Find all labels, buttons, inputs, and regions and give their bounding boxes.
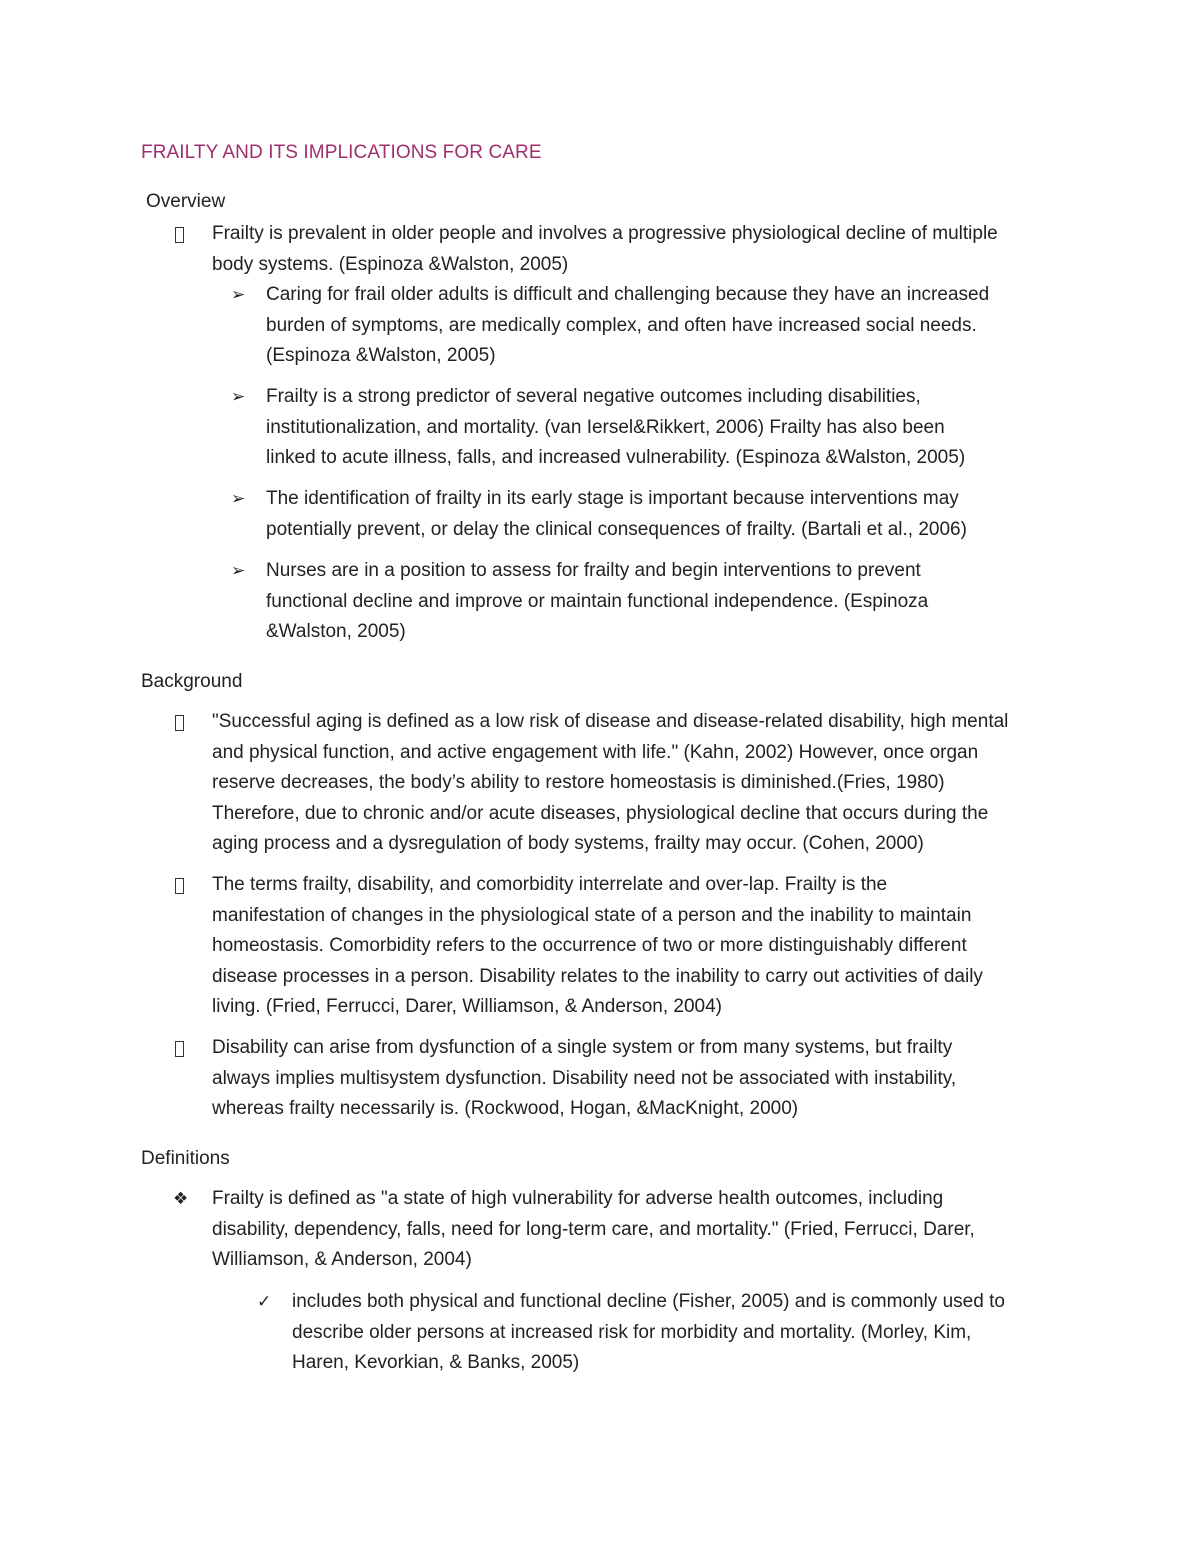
arrowhead-bullet-icon: ➢ <box>231 387 246 406</box>
text-line: Caring for frail older adults is difficult and challenging because they have an increased <box>266 284 990 305</box>
overview-subitem <box>266 556 928 648</box>
definitions-subitem <box>292 1287 1005 1379</box>
text-line: body systems. (Espinoza &Walston, 2005) <box>212 253 569 275</box>
text-line: burden of symptoms, are medically complex, and often have increased social needs. <box>266 314 977 336</box>
background-item <box>212 1033 956 1125</box>
missing-glyph-bullet-icon <box>175 870 184 905</box>
text-line: homeostasis. Comorbidity refers to the occurrence of two or more distinguishably different <box>212 935 967 956</box>
document-title: FRAILTY AND ITS IMPLICATIONS FOR CARE <box>141 142 542 163</box>
text-line: Disability can arise from dysfunction of a single system or from many systems, but frailty <box>212 1037 953 1058</box>
text-line: Frailty is a strong predictor of several negative outcomes including disabilities, <box>266 386 921 407</box>
overview-heading: Overview <box>146 191 226 212</box>
text-line: institutionalization, and mortality. (van Iersel&Rikkert, 2006) Frailty has also been <box>266 416 945 438</box>
text-line: disease processes in a person. Disability relates to the inability to carry out activities of daily <box>212 965 983 987</box>
missing-glyph-bullet-icon <box>175 219 184 254</box>
definitions-item <box>212 1184 975 1276</box>
text-line: reserve decreases, the body’s ability to restore homeostasis is diminished.(Fries, 1980) <box>212 772 945 793</box>
background-heading: Background <box>141 671 243 692</box>
text-line: Frailty is defined as "a state of high vulnerability for adverse health outcomes, including <box>212 1188 944 1209</box>
definitions-heading: Definitions <box>141 1148 230 1169</box>
overview-subitem <box>266 484 967 545</box>
text-line: disability, dependency, falls, need for long-term care, and mortality." (Fried, Ferrucci, Darer, <box>212 1218 975 1240</box>
text-line: The identification of frailty in its early stage is important because interventions may <box>266 488 959 509</box>
arrowhead-bullet-icon: ➢ <box>231 285 246 304</box>
arrowhead-bullet-icon: ➢ <box>231 561 246 580</box>
text-line: The terms frailty, disability, and comorbidity interrelate and over-lap. Frailty is the <box>212 874 888 895</box>
overview-item <box>212 219 998 280</box>
text-line: potentially prevent, or delay the clinical consequences of frailty. (Bartali et al., 2006) <box>266 518 967 540</box>
text-line: whereas frailty necessarily is. (Rockwood, Hogan, &MacKnight, 2000) <box>212 1098 799 1119</box>
text-line: linked to acute illness, falls, and increased vulnerability. (Espinoza &Walston, 2005) <box>266 447 966 468</box>
text-line: living. (Fried, Ferrucci, Darer, Williamson, & Anderson, 2004) <box>212 996 723 1017</box>
text-line: and physical function, and active engagement with life." (Kahn, 2002) However, once organ <box>212 741 979 763</box>
overview-subitem <box>266 382 965 474</box>
text-line: manifestation of changes in the physiological state of a person and the inability to maintain <box>212 904 972 926</box>
text-line: Frailty is prevalent in older people and involves a progressive physiological decline of multiple <box>212 223 998 244</box>
text-line: describe older persons at increased risk for morbidity and mortality. (Morley, Kim, <box>292 1321 972 1343</box>
text-line: Nurses are in a position to assess for frailty and begin interventions to prevent <box>266 560 921 581</box>
overview-subitem <box>266 280 989 372</box>
background-item <box>212 870 983 1023</box>
text-line: aging process and a dysregulation of body systems, frailty may occur. (Cohen, 2000) <box>212 833 924 854</box>
missing-glyph-bullet-icon <box>175 1033 184 1068</box>
text-line: Therefore, due to chronic and/or acute diseases, physiological decline that occurs during the <box>212 802 989 824</box>
text-line: Williamson, & Anderson, 2004) <box>212 1249 472 1270</box>
text-line: "Successful aging is defined as a low risk of disease and disease-related disability, high mental <box>212 711 1009 732</box>
diamond-bullet-icon: ❖ <box>173 1189 189 1208</box>
text-line: &Walston, 2005) <box>266 621 406 642</box>
missing-glyph-bullet-icon <box>175 707 184 742</box>
background-item <box>212 707 1008 860</box>
arrowhead-bullet-icon: ➢ <box>231 489 246 508</box>
text-line: (Espinoza &Walston, 2005) <box>266 345 496 366</box>
text-line: Haren, Kevorkian, & Banks, 2005) <box>292 1352 580 1373</box>
text-line: always implies multisystem dysfunction. Disability need not be associated with instability, <box>212 1067 957 1089</box>
checkmark-bullet-icon: ✓ <box>257 1292 272 1311</box>
text-line: includes both physical and functional decline (Fisher, 2005) and is commonly used to <box>292 1291 1005 1312</box>
text-line: functional decline and improve or maintain functional independence. (Espinoza <box>266 590 929 612</box>
